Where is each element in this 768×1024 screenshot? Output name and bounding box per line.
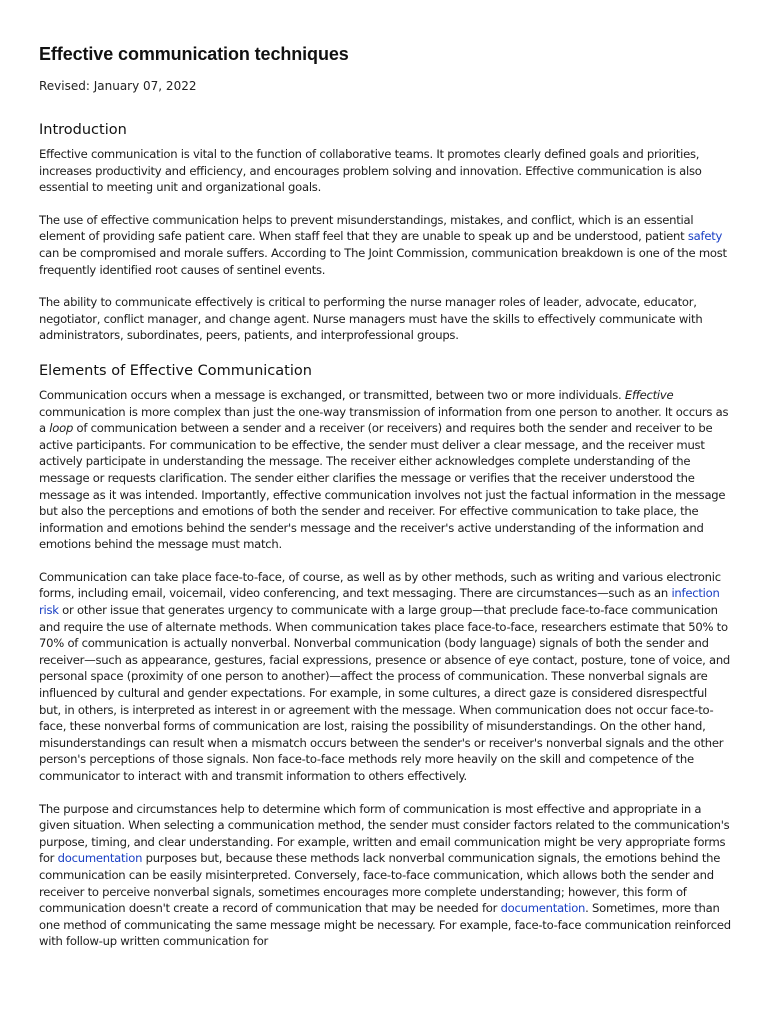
text-run: Communication occurs when a message is exchanged, or transmitted, between two or more individuals. (39, 387, 625, 402)
revised-date: Revised: January 07, 2022 (39, 79, 197, 93)
emphasis-loop: loop (49, 421, 74, 436)
text-run: The use of effective communication helps to prevent misunderstandings, mistakes, and conflict, which is an essential element of providing safe patient care. When staff feel that they are unable to speak up and be understood, patient (39, 212, 694, 244)
text-run: communication is more complex than just the one-way transmission of information from one person to another. It occurs as a (39, 404, 729, 436)
documentation-link[interactable]: documentation (500, 901, 586, 916)
page-title: Effective communication techniques (39, 44, 349, 64)
section-heading-introduction: Introduction (39, 122, 127, 138)
text-run: purposes but, because these methods lack nonverbal communication signals, the emotions behind the communication can be easily misinterpreted. Conversely, face-to-face communication, which allows both the sender and receiver to perceive nonverbal signals, sometimes encourages more complete understanding; however, this form of communication doesn't create a record of communication that may be needed for (39, 851, 721, 916)
infection-risk-link[interactable]: infection risk (39, 586, 720, 618)
text-run: or other issue that generates urgency to communicate with a large group—that preclude face-to-face communication and require the use of alternate methods. When communication takes place face-to-face, researchers estimate that 50% to 70% of communication is actually nonverbal. Nonverbal communication (body language) signals of both the sender and receiver—such as appearance, gestures, facial expressions, presence or absence of eye contact, posture, tone of voice, and personal space (proximity of one person to another)—affect the process of communication. These nonverbal signals are influenced by cultural and gender expectations. For example, in some cultures, a direct gaze is considered disrespectful but, in others, is interpreted as interest in or agreement with the message. When communication does not occur face-to-face, these nonverbal forms of communication are lost, raising the possibility of misunderstandings. On the other hand, misunderstandings can result when a mismatch occurs between the sender's or receiver's nonverbal signals and the other person's perceptions of those signals. Non face-to-face methods rely more heavily on the skill and competence of the communicator to interact with and transmit information to others effectively. (39, 603, 731, 783)
text-run: of communication between a sender and a receiver (or receivers) and requires both the sender and receiver to be active participants. For communication to be effective, the sender must deliver a clear message, and the receiver must actively participate in understanding the message. The receiver either acknowledges complete understanding of the message or requests clarification. The sender either clarifies the message or verifies that the receiver understood the message as it was intended. Importantly, effective communication involves not just the factual information in the message but also the perceptions and emotions of both the sender and receiver. For effective communication to take place, the information and emotions behind the sender's message and the receiver's active understanding of the information and emotions behind the message must match. (39, 421, 726, 552)
intro-paragraph-3: The ability to communicate effectively is critical to performing the nurse manager roles of leader, advocate, educator, negotiator, conflict manager, and change agent. Nurse managers must have the skills to effectively communicate with administrators, subordinates, peers, patients, and interprofessional groups. (39, 295, 703, 343)
elements-paragraph-1 (39, 387, 731, 553)
elements-paragraph-3 (39, 801, 731, 950)
article (39, 44, 731, 950)
text-run: The purpose and circumstances help to determine which form of communication is most effective and appropriate in a given situation. When selecting a communication method, the sender must consider factors related to the communication's purpose, timing, and clear understanding. For example, written and email communication might be very appropriate forms for (39, 801, 730, 866)
intro-paragraph-2 (39, 212, 731, 278)
emphasis-effective: Effective (624, 387, 674, 402)
text-run: Communication can take place face-to-face, of course, as well as by other methods, such as writing and various electronic forms, including email, voicemail, video conferencing, and text messaging. There are circumstances—such as an (39, 569, 721, 601)
elements-paragraph-2 (39, 569, 731, 785)
intro-paragraph-1: Effective communication is vital to the function of collaborative teams. It promotes clearly defined goals and priorities, increases productivity and efficiency, and encourages problem solving and innovation. Effective communication is also essential to meeting unit and organizational goals. (39, 147, 702, 195)
text-run: . Sometimes, more than one method of communicating the same message might be necessary. For example, face-to-face communication reinforced with follow-up written communication for (39, 901, 731, 949)
documentation-link[interactable]: documentation (57, 851, 143, 866)
section-heading-elements: Elements of Effective Communication (39, 362, 312, 379)
safety-link[interactable]: safety (687, 229, 723, 244)
text-run: can be compromised and morale suffers. According to The Joint Commission, communication breakdown is one of the most frequently identified root causes of sentinel events. (39, 245, 727, 277)
